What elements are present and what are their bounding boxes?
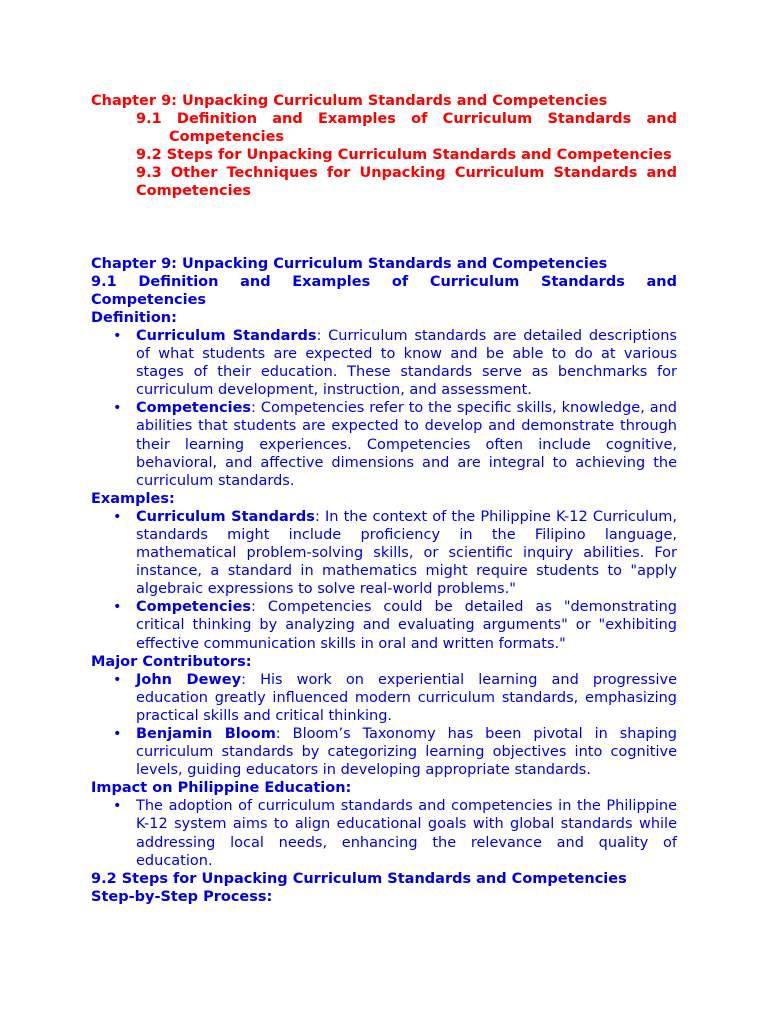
process-heading: Step-by-Step Process: [91, 888, 273, 905]
document-page [91, 92, 677, 906]
list-item-term: John Dewey [136, 671, 242, 688]
list-item [91, 797, 677, 869]
chapter-body [91, 255, 677, 906]
toc-title: Chapter 9: Unpacking Curriculum Standards and Competencies [91, 93, 608, 109]
bullet-icon: • [113, 327, 122, 344]
list-item-text: The adoption of curriculum standards and competencies in the Philippine K-12 system aims to align educational goals with global standards while addressing local needs, enhancing the relevance and quality of education. [136, 798, 677, 869]
bullet-icon: • [113, 726, 122, 742]
toc-item-9-3: 9.3 Other Techniques for Unpacking Curriculum Standards and Competencies [136, 165, 677, 200]
definition-list [91, 327, 677, 490]
section-9-2-heading: 9.2 Steps for Unpacking Curriculum Standards and Competencies [91, 870, 627, 887]
section-9-1-heading: 9.1 Definition and Examples of Curriculum Standards and Competencies [91, 273, 677, 308]
toc-item-9-2: 9.2 Steps for Unpacking Curriculum Standards and Competencies [136, 147, 672, 164]
examples-list [91, 508, 677, 653]
list-item-term: Curriculum Standards [136, 327, 317, 344]
bullet-icon: • [113, 400, 122, 417]
toc-item-9-1: 9.1 Definition and Examples of Curriculum Standards and Competencies [136, 111, 677, 146]
list-item-term: Competencies [136, 400, 252, 417]
examples-heading: Examples: [91, 490, 175, 507]
spacer [91, 201, 677, 255]
bullet-icon: • [113, 798, 122, 815]
list-item-term: Benjamin Bloom [136, 726, 276, 742]
list-item-text: : In the context of the Philippine K-12 Curriculum, standards might include proficiency in the Filipino language, mathematical problem-solving skills, or scientific inquiry abilities. For instance, a standard in mathematics might require students to "apply algebraic expressions to solve real-world problems." [136, 508, 677, 598]
bullet-icon: • [113, 599, 122, 616]
bullet-icon: • [113, 508, 122, 525]
definition-heading: Definition: [91, 309, 177, 326]
list-item-term: Competencies [136, 599, 252, 616]
list-item [91, 671, 677, 725]
contributors-heading: Major Contributors: [91, 653, 252, 670]
table-of-contents [91, 92, 677, 201]
list-item-text: : His work on experiential learning and progressive education greatly influenced modern curriculum standards, emphasizing practical skills and critical thinking. [136, 671, 678, 724]
list-item-text: : Competencies refer to the specific skills, knowledge, and abilities that students are expected to develop and demonstrate through their learning experiences. Competencies often include cognitive, behavioral, and affective dimensions and are integral to achieving the curriculum standards. [136, 400, 677, 489]
contributors-list [91, 671, 677, 780]
impact-heading: Impact on Philippine Education: [91, 780, 352, 797]
list-item-term: Curriculum Standards [136, 508, 315, 525]
list-item [91, 399, 677, 489]
list-item [91, 598, 677, 652]
list-item [91, 327, 677, 399]
list-item [91, 508, 677, 598]
list-item-text: : Bloom’s Taxonomy has been pivotal in shaping curriculum standards by categorizing learning objectives into cognitive levels, guiding educators in developing appropriate standards. [136, 726, 677, 779]
list-item-text: : Curriculum standards are detailed descriptions of what students are expected to know and be able to do at various stages of their education. These standards serve as benchmarks for curriculum development, instruction, and assessment. [136, 327, 677, 399]
bullet-icon: • [113, 671, 122, 688]
chapter-title: Chapter 9: Unpacking Curriculum Standards and Competencies [91, 255, 608, 272]
list-item [91, 725, 677, 779]
list-item-text: : Competencies could be detailed as "demonstrating critical thinking by analyzing and evaluating arguments" or "exhibiting effective communication skills in oral and written formats." [136, 599, 677, 652]
impact-list [91, 797, 677, 869]
